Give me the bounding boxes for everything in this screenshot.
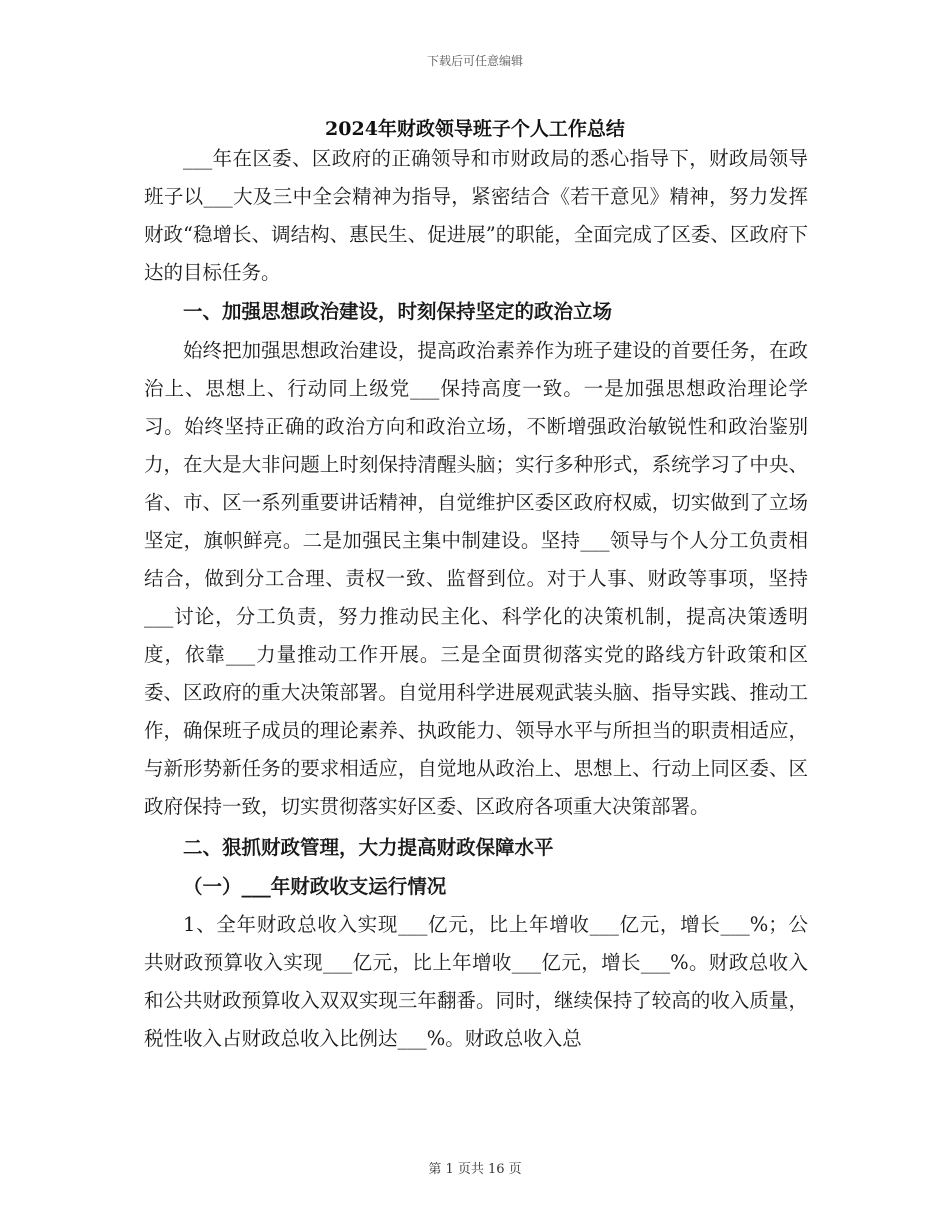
section-2-paragraph: 1、全年财政总收入实现___亿元，比上年增收___亿元，增长___%；公共财政预算收入实现___亿元，比上年增收___亿元，增长___%。财政总收入和公共财政预算收入双双实现三年翻番。同时，继续保持了较高的收入质量，税性收入占财政总收入比例达___%。财政总收入总	[144, 913, 808, 1050]
page-footer: 第 1 页共 16 页	[428, 1162, 522, 1177]
document-body	[144, 140, 808, 1058]
section-1-paragraph: 始终把加强思想政治建设，提高政治素养作为班子建设的首要任务，在政治上、思想上、行动同上级党___保持高度一致。一是加强思想政治理论学习。始终坚持正确的政治方向和政治立场，不断增强政治敏锐性和政治鉴别力，在大是大非问题上时刻保持清醒头脑；实行多种形式，系统学习了中央、省、市、区一系列重要讲话精神，自觉维护区委区政府权威，切实做到了立场坚定，旗帜鲜亮。二是加强民主集中制建设。坚持___领导与个人分工负责相结合，做到分工合理、责权一致、监督到位。对于人事、财政等事项，坚持___讨论，分工负责，努力推动民主化、科学化的决策机制，提高决策透明度，依靠___力量推动工作开展。三是全面贯彻落实党的路线方针政策和区委、区政府的重大决策部署。自觉用科学进展观武装头脑、指导实践、推动工作，确保班子成员的理论素养、执政能力、领导水平与所担当的职责相适应，与新形势新任务的要求相适应，自觉地从政治上、思想上、行动上同区委、区政府保持一致，切实贯彻落实好区委、区政府各项重大决策部署。	[144, 339, 808, 818]
section-2-heading: 二、狠抓财政管理，大力提高财政保障水平	[183, 836, 554, 859]
intro-paragraph: ___年在区委、区政府的正确领导和市财政局的悉心指导下，财政局领导班子以___大及三中全会精神为指导，紧密结合《若干意见》精神，努力发挥财政“稳增长、调结构、惠民生、促进展”的职能，全面完成了区委、区政府下达的目标任务。	[144, 147, 808, 284]
header-note: 下载后可任意编辑	[426, 54, 523, 68]
section-2-subheading: （一）___年财政收支运行情况	[183, 875, 447, 898]
document-title: 2024年财政领导班子个人工作总结	[325, 118, 625, 140]
section-1-heading: 一、加强思想政治建设，时刻保持坚定的政治立场	[183, 300, 613, 323]
